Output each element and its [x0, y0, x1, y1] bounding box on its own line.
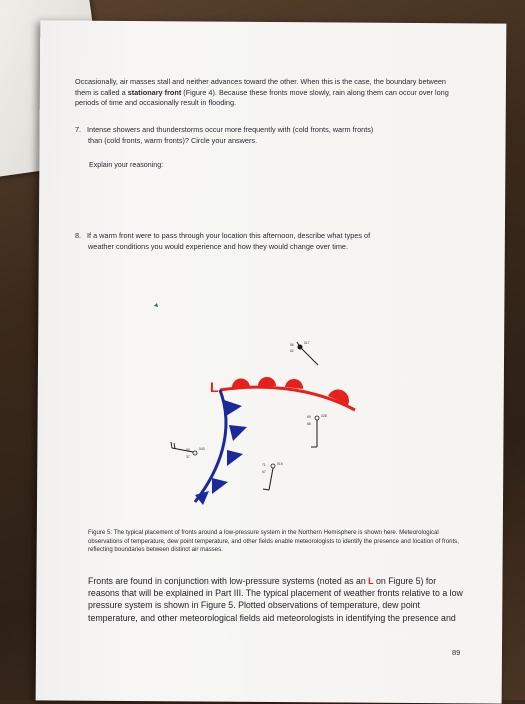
- question-7-line2: than (cold fronts, warm fronts)? Circle your answers.: [88, 135, 258, 145]
- warm-front-bump: [232, 378, 250, 388]
- svg-text:37: 37: [186, 455, 190, 459]
- svg-text:015: 015: [277, 462, 283, 466]
- question-8-line2: weather conditions you would experience and how they would change over time.: [88, 241, 349, 251]
- svg-text:69: 69: [307, 415, 311, 419]
- explain-reasoning-label: Explain your reasoning:: [89, 161, 164, 169]
- question-7: [75, 125, 455, 146]
- paragraph-text: Fronts are found in conjunction with low-pressure systems (noted as an: [88, 576, 369, 586]
- station-model-3: [171, 442, 205, 459]
- station-model-1: [290, 341, 318, 365]
- question-7-line1: Intense showers and thunderstorms occur more frequently with (cold fronts, warm fronts): [87, 125, 374, 134]
- page-number: 89: [452, 648, 461, 657]
- figure-5-caption: Figure 5: The typical placement of fronts around a low-pressure system in the Northern Hemisphere is shown here. Meteorological observations of temperature, dew point temperature, and other fields enable meteorologists to identify the presence and location of fronts, reflecting boundaries between distinct air masses.: [88, 529, 459, 554]
- svg-text:56: 56: [290, 343, 294, 347]
- svg-text:66: 66: [307, 422, 311, 426]
- low-pressure-label: L: [210, 379, 219, 395]
- fronts-paragraph: [88, 575, 468, 624]
- cold-front-triangle: [224, 400, 242, 416]
- question-number: 8.: [75, 231, 82, 240]
- cold-front-triangle: [229, 425, 247, 441]
- question-number: 7.: [75, 125, 82, 134]
- station-model-4: [262, 462, 283, 490]
- cold-front-triangle: [227, 450, 243, 466]
- question-8-line1: If a warm front were to pass through your location this afternoon, describe what types of: [87, 231, 371, 240]
- paragraph-text-end: (Figure 4). Because these fronts move slowly, rain along them can occur over long periods of time and occasionally result in flooding.: [75, 87, 449, 107]
- svg-text:52: 52: [290, 349, 294, 353]
- warm-front-bump: [285, 379, 303, 389]
- svg-text:043: 043: [199, 447, 205, 451]
- question-8: [75, 231, 455, 252]
- warm-front-bump: [258, 377, 276, 386]
- svg-text:67: 67: [262, 470, 266, 474]
- ink-mark: [154, 303, 158, 307]
- svg-text:50: 50: [186, 448, 190, 452]
- svg-text:71: 71: [262, 463, 266, 467]
- paragraph-text-end: on Figure 5) for reasons that will be explained in Part III. The typical placement of weather fronts relative to a low pressure system is shown in Figure 5. Plotted observations of temperature, dew point temperature, and other meteorological fields aid meteorologists in identifying the presence and: [88, 576, 463, 623]
- front-diagram: [150, 290, 380, 520]
- low-symbol: L: [368, 576, 374, 586]
- stationary-front-paragraph: [75, 77, 455, 109]
- paragraph-text: Occasionally, air masses stall and neither advances toward the other. When this is the case, the boundary between them is called a: [75, 77, 446, 97]
- station-model-2: [307, 414, 327, 447]
- stationary-front-term: stationary front: [127, 87, 182, 97]
- svg-text:017: 017: [304, 341, 310, 345]
- cold-front-triangle: [212, 478, 228, 494]
- svg-text:028: 028: [321, 414, 327, 418]
